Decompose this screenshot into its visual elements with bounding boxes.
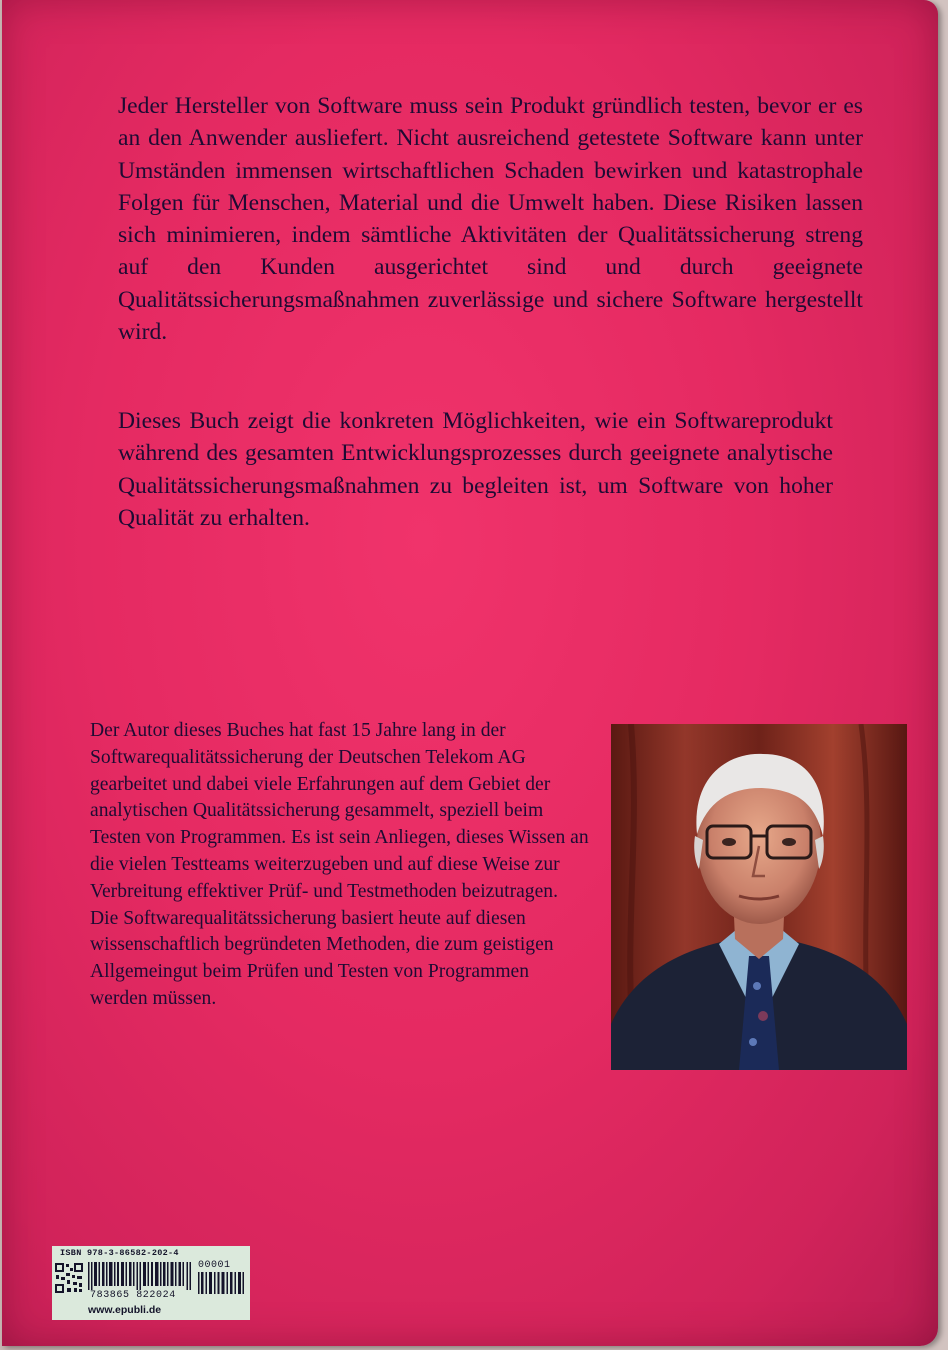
author-portrait-icon [611, 724, 907, 1070]
isbn-number: ISBN 978-3-86582-202-4 [60, 1248, 179, 1258]
barcode-bars-icon [88, 1262, 192, 1290]
blurb-paragraph-1: Jeder Hersteller von Software muss sein Produkt gründlich testen, bevor er es an den Anwender ausliefert. Nicht ausreichend getestete Software kann unter Umständen immensen wirtschaftlichen Schaden bewirken und katastrophale Folgen für Menschen, Material und die Umwelt haben. Diese Risiken lassen sich minimieren, indem sämtliche Aktivitäten der Qualitätssicherung streng auf den Kunden ausgerichtet sind und durch geeignete Qualitätssicherungsmaßnahmen zuverlässige und sichere Software hergestellt wird. [118, 93, 863, 346]
blurb-paragraph-2: Dieses Buch zeigt die konkreten Möglichkeiten, wie ein Softwareprodukt während des gesamten Entwicklungsprozesses durch geeignete analytische Qualitätssicherungsmaßnahmen zu begleiten ist, um Software von hoher Qualität zu erhalten. [118, 408, 833, 531]
qr-code-icon [54, 1262, 84, 1294]
barcode-digits: 783865 822024 [90, 1290, 176, 1301]
author-photo [611, 724, 907, 1070]
publisher-url: www.epubli.de [88, 1304, 162, 1316]
author-bio: Der Autor dieses Buches hat fast 15 Jahre lang in der Softwarequalitätssicherung der Deutschen Telekom AG gearbeitet und dabei viele Erfahrungen auf dem Gebiet der analytischen Qualitätssicherung gesammelt, speziell beim Testen von Programmen. Es ist sein Anliegen, dieses Wissen an die vielen Testteams weiterzugeben und auf diese Weise zur Verbreitung effektiver Prüf- und Testmethoden beizutragen. Die Softwarequalitätssicherung basiert heute auf diesen wissenschaftlich begründeten Methoden, die zum geistigen Allgemeingut beim Prüfen und Testen von Programmen werden müssen. [90, 720, 589, 1009]
barcode-addon-digits: 00001 [198, 1260, 231, 1271]
isbn-barcode-label [52, 1246, 250, 1320]
barcode-addon-bars-icon [198, 1272, 244, 1294]
